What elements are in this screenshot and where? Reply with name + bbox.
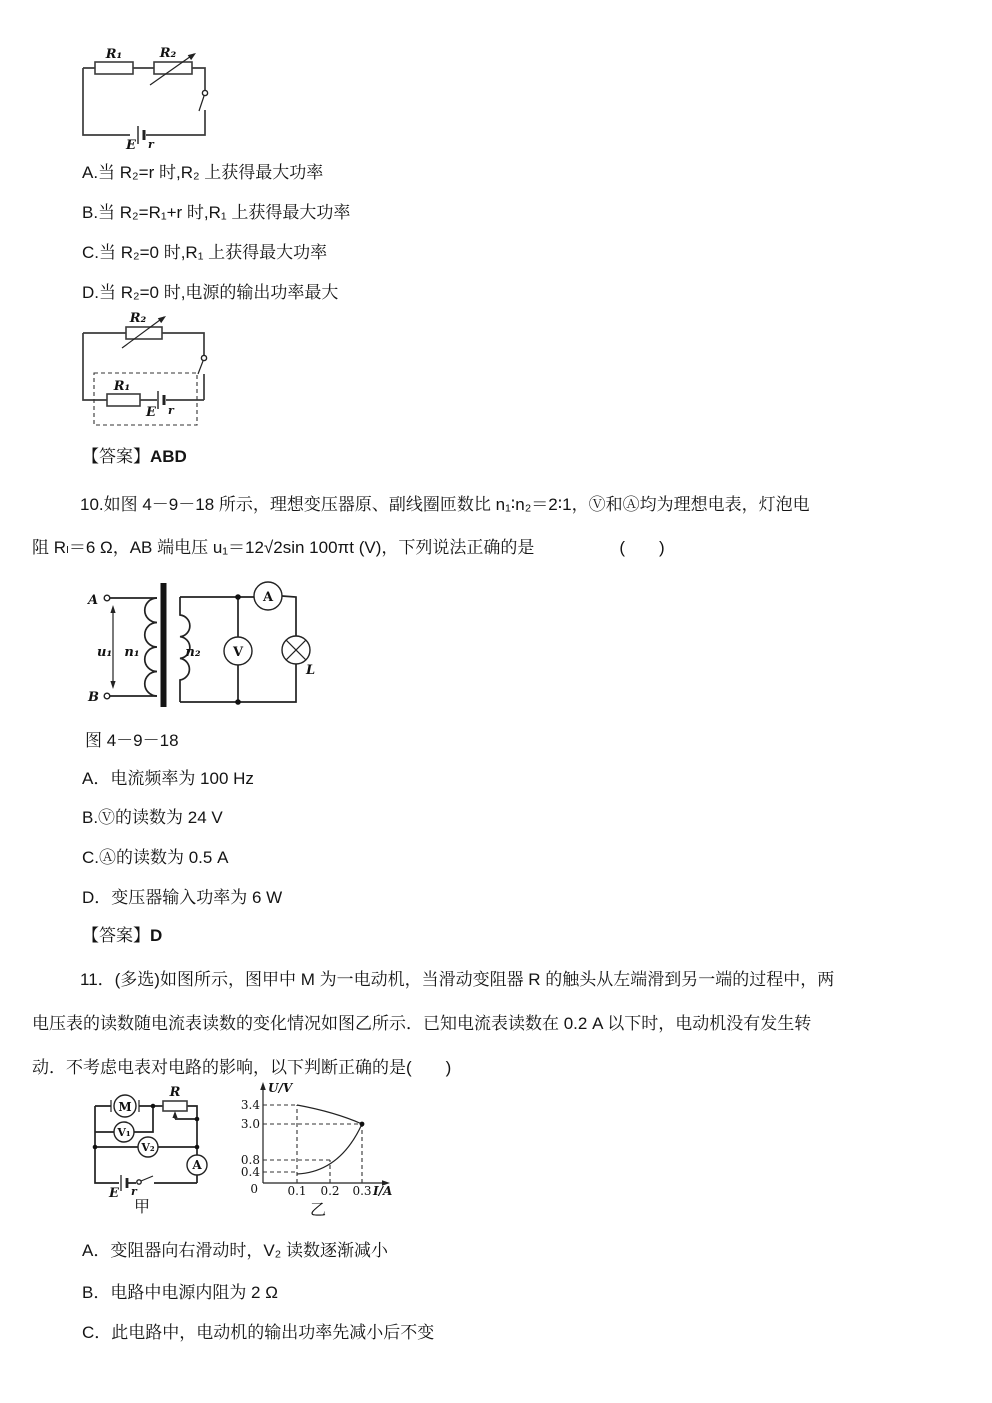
q10-stem-line2: 阻 Rₗ＝6 Ω，AB 端电压 u₁＝12√2sin 100πt (V)，下列说法正确的是 ( ) (32, 538, 665, 557)
q11-option-a: A．变阻器向右滑动时，V₂ 读数逐渐减小 (82, 1241, 388, 1260)
q11-option-c: C．此电路中，电动机的输出功率先减小后不变 (82, 1323, 435, 1342)
junction-dot (195, 1145, 200, 1150)
origin-label: 0 (250, 1182, 258, 1196)
y-tick-0-4: 0.4 (240, 1165, 260, 1179)
junction-dot-top (235, 594, 241, 600)
q9-option-c: C.当 R₂=0 时,R₁ 上获得最大功率 (82, 243, 328, 262)
q11-stem-line2: 电压表的读数随电流表读数的变化情况如图乙所示．已知电流表读数在 0.2 A 以下时，电动机没有发生转 (32, 1014, 812, 1033)
label-emf: E (126, 138, 136, 153)
switch-lever (141, 1176, 153, 1181)
ammeter-letter: A (192, 1158, 202, 1172)
q10-option-a: A．电流频率为 100 Hz (82, 769, 254, 788)
label-terminal-a: A (88, 593, 99, 608)
label-emf: E (146, 405, 156, 420)
primary-coil (145, 598, 157, 696)
q10-option-c: C.Ⓐ的读数为 0.5 A (82, 848, 229, 867)
y-axis-label: U/V (268, 1081, 293, 1095)
x-tick-0-2: 0.2 (320, 1184, 340, 1198)
q10-option-b: B.Ⓥ的读数为 24 V (82, 808, 223, 827)
q11-circuit-jia-figure (88, 1085, 228, 1217)
voltmeter-v1-letter: V₁ (117, 1126, 131, 1139)
label-r2: R₂ (129, 311, 147, 326)
resistor-r1 (95, 62, 133, 74)
y-tick-3-0: 3.0 (240, 1117, 260, 1131)
circuit-wire (83, 333, 204, 400)
rheostat-r2 (126, 327, 162, 339)
label-internal-r: r (148, 138, 154, 151)
q11-option-b: B．电路中电源内阻为 2 Ω (82, 1283, 278, 1302)
q9-answer (82, 446, 187, 468)
junction-dot (195, 1117, 200, 1122)
slider-arrowhead (172, 1111, 177, 1118)
junction-dot-bottom (235, 699, 241, 705)
label-internal-r: r (131, 1185, 137, 1198)
switch-pivot (202, 90, 207, 95)
q11-graph-yi-figure (238, 1078, 403, 1220)
circuit-wire (83, 68, 205, 135)
label-emf: E (109, 1186, 119, 1201)
label-n2: n₂ (185, 645, 201, 660)
terminal-b (104, 693, 110, 699)
answer-value: ABD (150, 447, 187, 466)
x-tick-0-3: 0.3 (352, 1184, 372, 1198)
u1-arrowhead-up (110, 605, 115, 613)
q11-stem-line3: 动．不考虑电表对电路的影响，以下判断正确的是( ) (32, 1058, 452, 1077)
q10-figure-caption: 图 4－9－18 (85, 731, 179, 750)
q10-stem-line1: 10.如图 4－9－18 所示，理想变压器原、副线圈匝数比 n₁∶n₂＝2∶1，Ⓥ和Ⓐ均为理想电表，灯泡电 (80, 495, 810, 514)
switch-pivot (137, 1180, 141, 1184)
label-r1: R₁ (113, 379, 131, 394)
caption-yi: 乙 (309, 1202, 327, 1219)
u1-arrowhead-down (110, 681, 115, 689)
transformer-core (161, 583, 167, 707)
rheostat-arrowhead (188, 53, 196, 60)
q11-stem-line1: 11．(多选)如图所示，图甲中 M 为一电动机，当滑动变阻器 R 的触头从左端滑到另一端的过程中，两 (80, 970, 835, 989)
rheostat-r (163, 1101, 187, 1111)
rheostat-r2 (154, 62, 192, 74)
y-tick-0-8: 0.8 (240, 1153, 260, 1167)
resistor-r1 (107, 394, 140, 406)
switch-lever (198, 361, 203, 374)
ammeter-letter: A (262, 590, 274, 605)
y-axis-arrowhead (260, 1082, 266, 1090)
q10-option-d: D．变压器输入功率为 6 W (82, 888, 283, 907)
junction-dot (93, 1145, 98, 1150)
caption-jia: 甲 (133, 1199, 151, 1216)
label-r2: R₂ (159, 46, 177, 61)
q9-option-d: D.当 R₂=0 时,电源的输出功率最大 (82, 283, 339, 302)
q9-option-b: B.当 R₂=R₁+r 时,R₁ 上获得最大功率 (82, 203, 351, 222)
answer-label: 【答案】 (82, 447, 150, 466)
q9-circuit-series-figure (78, 45, 213, 155)
switch-lever (199, 96, 204, 111)
y-tick-3-4: 3.4 (240, 1098, 260, 1112)
label-u1: u₁ (97, 645, 113, 660)
label-r1: R₁ (105, 47, 123, 62)
q10-transformer-figure (80, 575, 325, 715)
junction-dot (151, 1104, 156, 1109)
terminal-a (104, 595, 110, 601)
switch-pivot (201, 355, 206, 360)
q10-answer (82, 925, 162, 947)
label-terminal-b: B (88, 690, 99, 705)
x-axis-label: I/A (373, 1184, 393, 1198)
x-tick-0-1: 0.1 (287, 1184, 307, 1198)
q9-circuit-dashedbox-figure (78, 310, 213, 435)
label-lamp: L (306, 663, 316, 678)
label-n1: n₁ (124, 645, 140, 660)
curves-meeting-point (360, 1122, 365, 1127)
motor-letter: M (118, 1100, 132, 1114)
q9-option-a: A.当 R₂=r 时,R₂ 上获得最大功率 (82, 163, 324, 182)
label-internal-r: r (168, 404, 174, 417)
label-r: R (169, 1085, 181, 1100)
answer-label: 【答案】 (82, 926, 150, 945)
answer-value: D (150, 926, 163, 945)
upper-curve (297, 1105, 362, 1124)
axes (263, 1086, 386, 1183)
rheostat-arrowhead (158, 316, 166, 323)
voltmeter-letter: V (232, 645, 244, 660)
voltmeter-v2-letter: V₂ (141, 1141, 155, 1154)
